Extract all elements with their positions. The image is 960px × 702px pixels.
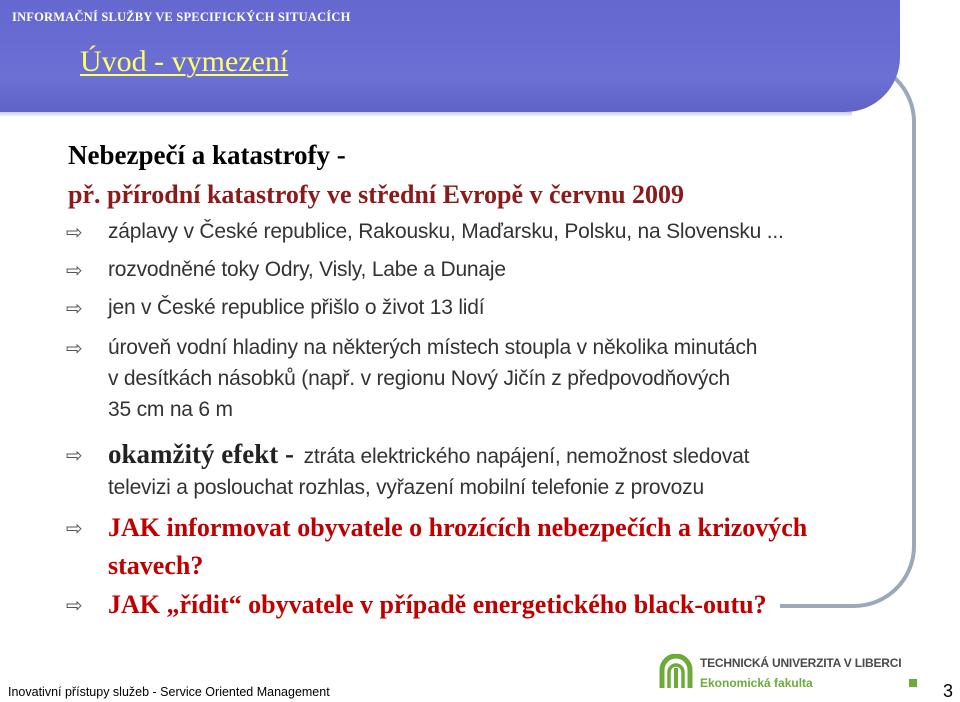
slide-title: Úvod - vymezení xyxy=(80,45,289,78)
footer-course-title: Inovativní přístupy služeb - Service Oriented Management xyxy=(8,685,330,699)
bullet-line: jen v České republice přišlo o život 13 lidí xyxy=(108,296,485,319)
bullet-question: JAK „řídit“ obyvatele v případě energetického black-outu? xyxy=(108,590,767,619)
section-label: INFORMAČNÍ SLUŽBY VE SPECIFICKÝCH SITUACÍCH xyxy=(12,10,351,24)
bullet-question: stavech? xyxy=(108,551,204,580)
bullet-text: ztráta elektrického napájení, nemožnost sledovat xyxy=(303,445,750,468)
bullet-question: JAK informovat obyvatele o hrozících nebezpečích a krizových xyxy=(108,513,808,542)
bullet-line: rozvodněné toky Odry, Visly, Labe a Dunaje xyxy=(108,258,506,281)
outline-right-arrow-icon: ⇨ xyxy=(66,258,83,282)
page-number: 3 xyxy=(943,681,954,701)
outline-right-arrow-icon: ⇨ xyxy=(66,336,83,360)
bullet-line-mixed xyxy=(108,437,749,474)
content-heading: Nebezpečí a katastrofy - xyxy=(68,140,346,170)
bullet-emphasis: okamžitý efekt - xyxy=(108,439,294,469)
outline-right-arrow-icon: ⇨ xyxy=(66,220,83,244)
faculty-name: Ekonomická fakulta xyxy=(700,676,813,690)
bullet-line: v desítkách násobků (např. v regionu Nový Jičín z předpovodňových xyxy=(108,367,731,390)
outline-right-arrow-icon: ⇨ xyxy=(66,593,83,617)
university-logo-icon xyxy=(658,654,694,692)
university-name: TECHNICKÁ UNIVERZITA V LIBERCI xyxy=(700,656,902,670)
content-subheading: př. přírodní katastrofy ve střední Evropě v červnu 2009 xyxy=(68,180,685,209)
header-divider xyxy=(0,112,852,116)
slide-frame-curve xyxy=(780,60,916,608)
brand-square-icon xyxy=(909,679,917,687)
outline-right-arrow-icon: ⇨ xyxy=(66,296,83,320)
outline-right-arrow-icon: ⇨ xyxy=(66,443,83,467)
bullet-line: televizi a poslouchat rozhlas, vyřazení mobilní telefonie z provozu xyxy=(108,476,704,499)
bullet-line: 35 cm na 6 m xyxy=(108,398,233,421)
outline-right-arrow-icon: ⇨ xyxy=(66,516,83,540)
bullet-line: záplavy v České republice, Rakousku, Maďarsku, Polsku, na Slovensku ... xyxy=(108,220,784,243)
bullet-line: úroveň vodní hladiny na některých místech stoupla v několika minutách xyxy=(108,336,758,359)
